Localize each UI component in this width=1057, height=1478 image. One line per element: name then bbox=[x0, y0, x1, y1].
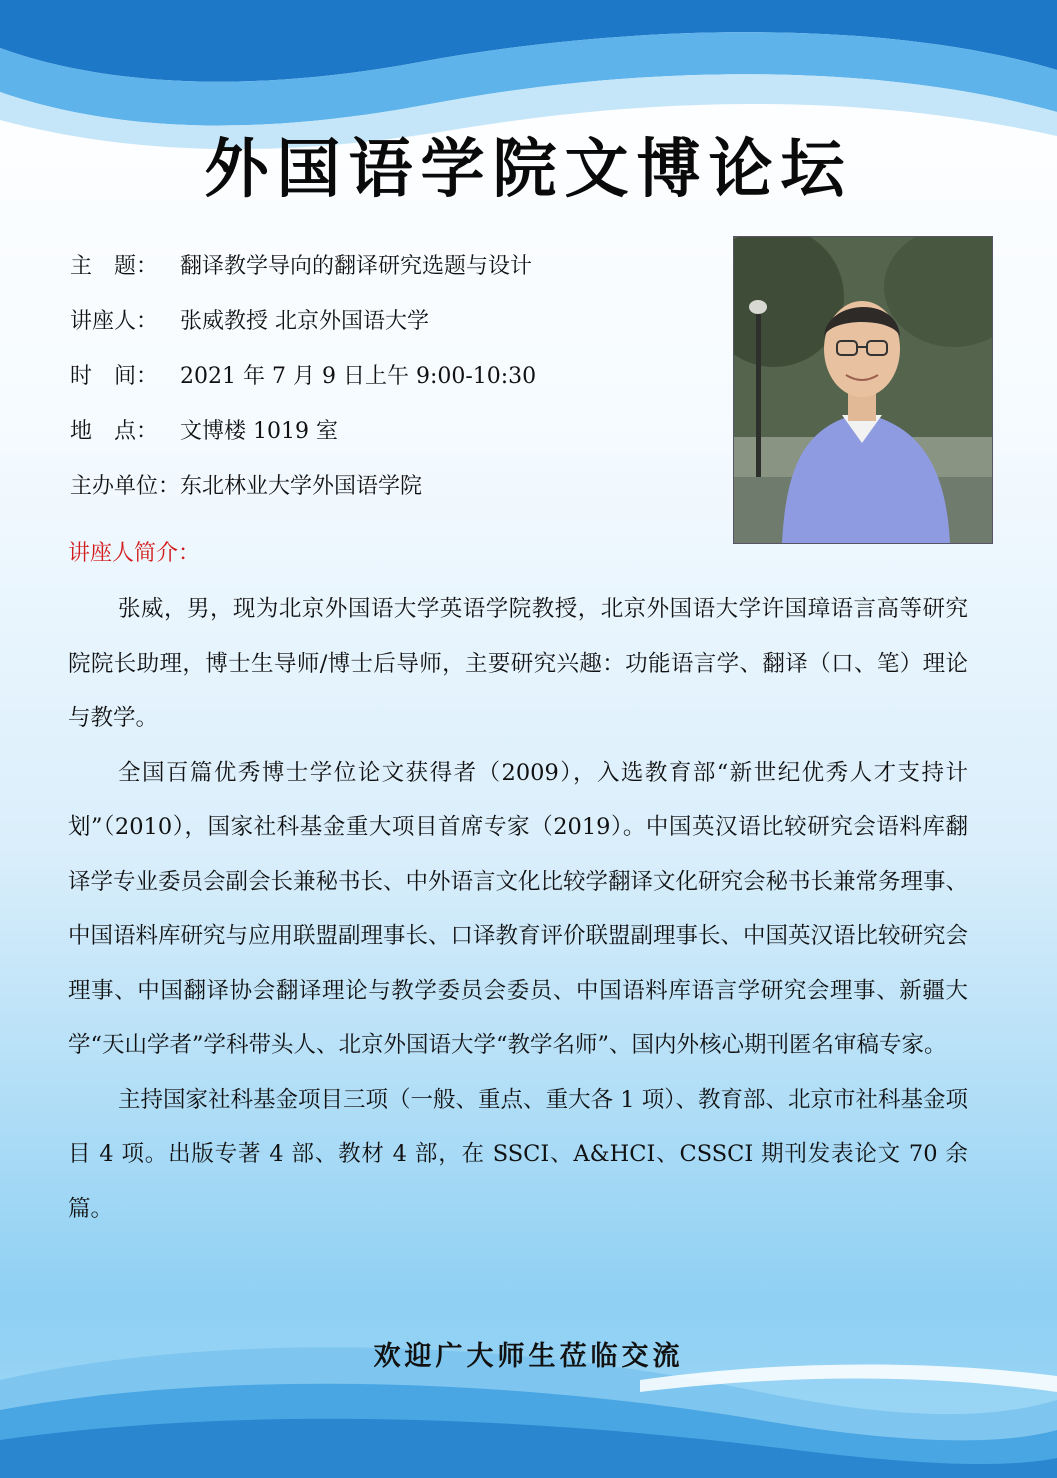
info-row-organizer bbox=[70, 462, 720, 517]
info-value: 张威教授 北京外国语大学 bbox=[180, 309, 429, 334]
info-label: 时 间： bbox=[70, 364, 159, 389]
bio-paragraph: 全国百篇优秀博士学位论文获得者（2009），入选教育部“新世纪优秀人才支持计划”（2010），国家社科基金重大项目首席专家（2019）。中国英汉语比较研究会语料库翻译学专业委员会副会长兼秘书长、中外语言文化比较学翻译文化研究会秘书长兼常务理事、中国语料库研究与应用联盟副理事长、口译教育评价联盟副理事长、中国英汉语比较研究会理事、中国翻译协会翻译理论与教学委员会委员、中国语料库语言学研究会理事、新疆大学“天山学者”学科带头人、北京外国语大学“教学名师”、国内外核心期刊匿名审稿专家。 bbox=[68, 759, 969, 1058]
event-info bbox=[70, 242, 720, 517]
welcome-message: 欢迎广大师生莅临交流 bbox=[373, 1341, 684, 1372]
speaker-photo bbox=[733, 236, 993, 544]
info-row-speaker bbox=[70, 297, 720, 352]
info-label: 地 点： bbox=[70, 419, 159, 444]
info-label: 主 题： bbox=[70, 254, 159, 279]
info-value: 文博楼 1019 室 bbox=[180, 419, 338, 444]
info-row-topic bbox=[70, 242, 720, 297]
bio-paragraph: 张威，男，现为北京外国语大学英语学院教授，北京外国语大学许国璋语言高等研究院院长助理，博士生导师/博士后导师，主要研究兴趣：功能语言学、翻译（口、笔）理论与教学。 bbox=[68, 596, 968, 731]
bio-heading: 讲座人简介： bbox=[68, 541, 201, 566]
info-label: 主办单位： bbox=[70, 474, 181, 499]
poster-title: 外国语学院文博论坛 bbox=[204, 132, 853, 207]
speaker-bio bbox=[68, 582, 968, 1236]
info-label: 讲座人： bbox=[70, 309, 159, 334]
info-row-time bbox=[70, 352, 720, 407]
info-row-location bbox=[70, 407, 720, 462]
info-value: 东北林业大学外国语学院 bbox=[180, 474, 423, 499]
info-value: 2021 年 7 月 9 日上午 9:00-10:30 bbox=[180, 364, 537, 389]
info-value: 翻译教学导向的翻译研究选题与设计 bbox=[180, 254, 533, 279]
bio-paragraph: 主持国家社科基金项目三项（一般、重点、重大各 1 项）、教育部、北京市社科基金项目 4 项。出版专著 4 部、教材 4 部，在 SSCI、A&HCI、CSSCI 期刊发表论文 70 余篇。 bbox=[68, 1086, 968, 1222]
speaker-portrait-illustration bbox=[734, 237, 992, 543]
